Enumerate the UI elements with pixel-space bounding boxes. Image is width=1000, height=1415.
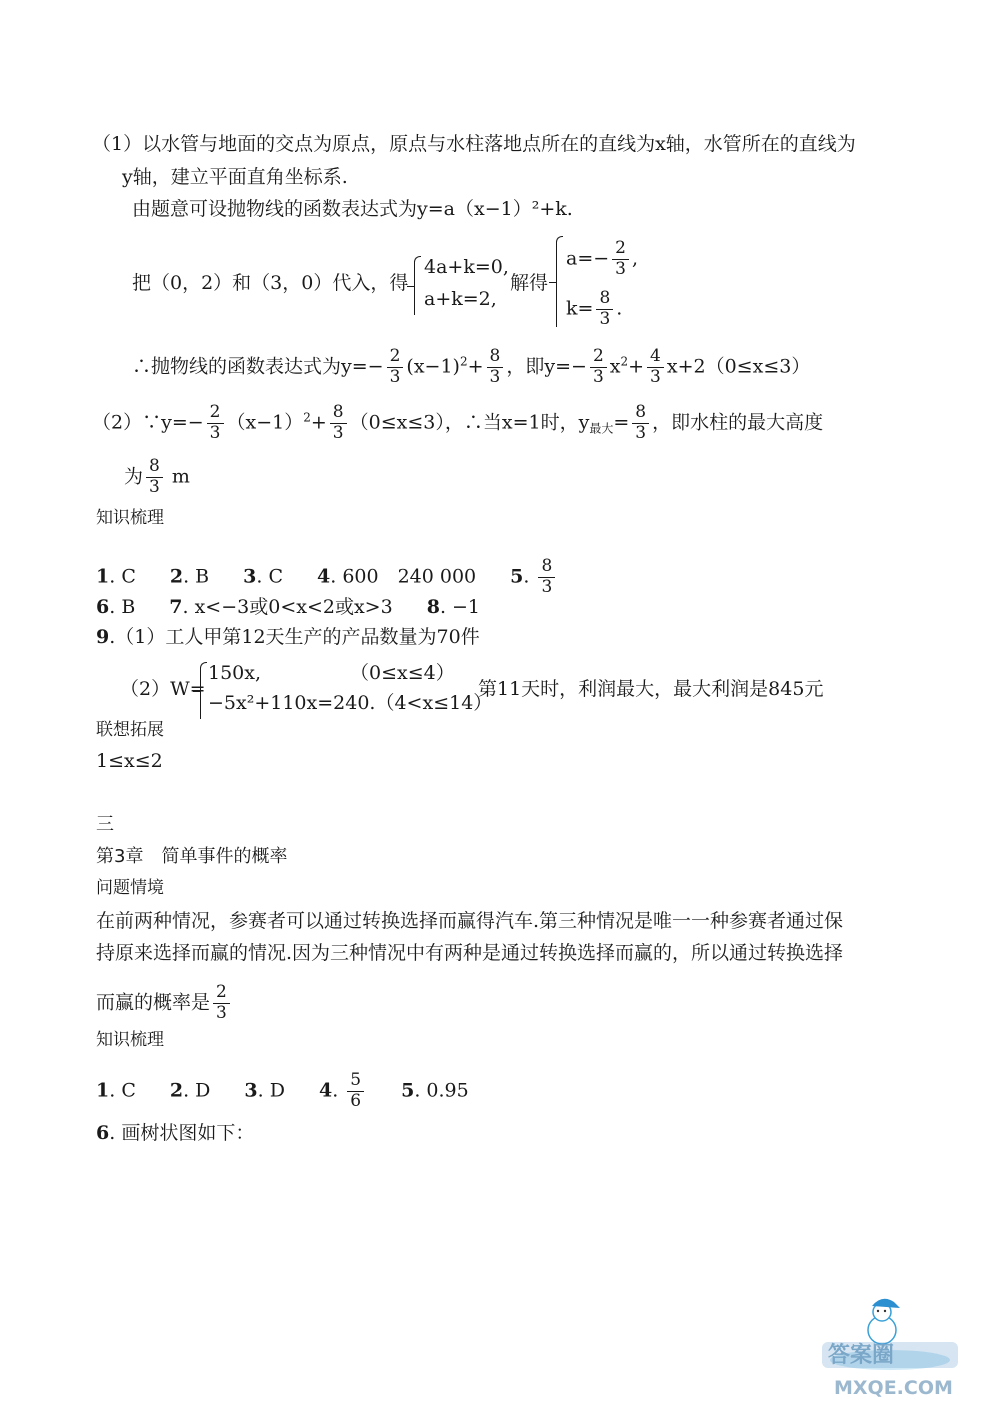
problem-line-3: 而赢的概率是 $\frac{2}{3}$ <box>96 984 233 1023</box>
piecewise-1-cond: （0≤x≤4） <box>350 662 455 684</box>
chapter-title: 第3章 简单事件的概率 <box>96 846 288 867</box>
line-p2-cont: 为 $\frac{8}{3}$ m <box>124 456 190 497</box>
section-title-knowledge-2: 知识梳理 <box>96 1030 164 1050</box>
line-p1-4b: 解得 <box>510 272 549 294</box>
problem-line-1: 在前两种情况，参赛者可以通过转换选择而赢得汽车.第三种情况是唯一一种参赛者通过保 <box>96 910 844 932</box>
line-p1-5: ∴抛物线的函数表达式为y=− $\frac{2}{3}$ $(x-1)^2+$ $\frac{8}{3}$ ，即y=− $\frac{2}{3}$ $x^2+$ $\frac{4}{3}$ x+2（0≤x≤3） <box>132 346 811 387</box>
answer-9-1: 9.（1）工人甲第12天生产的产品数量为70件 <box>96 626 480 648</box>
section-title-knowledge-1: 知识梳理 <box>96 508 164 528</box>
line-p2: （2）∵y=− $\frac{2}{3}$ $(x-1)^2+$ $\frac{8}{3}$ （0≤x≤3），∴当x=1时，$y_{最大}=$ $\frac{8}{3}$ ，即水柱的最大高度 <box>92 402 824 443</box>
system-brace-1 <box>414 256 421 315</box>
system-brace-2 <box>556 236 563 327</box>
watermark-logo <box>822 1292 982 1402</box>
section-title-problem: 问题情境 <box>96 878 164 898</box>
svg-text:MXQE.COM: MXQE.COM <box>834 1377 953 1399</box>
answer-6: 6. 画树状图如下： <box>96 1122 255 1144</box>
system1-eq1: 4a+k=0, <box>424 256 509 278</box>
piecewise-2: −5x²+110x=240.（4<x≤14） <box>208 692 493 714</box>
answer-9-2-result: 第11天时，利润最大，最大利润是845元 <box>478 678 824 700</box>
system2-eq1: a=− $\frac{2}{3}$ , <box>566 238 639 279</box>
line-p1-4a: 把（0，2）和（3，0）代入，得 <box>132 272 409 294</box>
answers-row-1: 1. C 2. B 3. C 4. 600 240 000 5. $\frac{8}{3}$ <box>96 558 558 597</box>
answers-row-3: 1. C 2. D 3. D 4. $\frac{5}{6}$ 5. 0.95 <box>96 1070 469 1111</box>
piecewise-1: 150x, <box>208 662 262 684</box>
fraction-2-3: $\frac{2}{3}$ <box>612 240 629 279</box>
part-number: 三 <box>96 814 114 835</box>
svg-text:答案圈: 答案圈 <box>828 1343 895 1368</box>
fraction-8-3: $\frac{8}{3}$ <box>596 290 613 329</box>
system1-eq2: a+k=2, <box>424 288 497 310</box>
system2-eq2: k= $\frac{8}{3}$ . <box>566 288 623 329</box>
line-p1-3: 由题意可设抛物线的函数表达式为y=a（x−1）²+k. <box>132 198 573 220</box>
problem-line-2: 持原来选择而赢的情况.因为三种情况中有两种是通过转换选择而赢的，所以通过转换选择 <box>96 942 844 964</box>
line-p1-2: y轴，建立平面直角坐标系. <box>122 166 348 188</box>
snowman-icon <box>822 1292 982 1402</box>
answers-row-2: 6. B 7. x<−3或0<x<2或x>3 8. −1 <box>96 596 481 618</box>
extension-answer: 1≤x≤2 <box>96 750 163 772</box>
piecewise-brace <box>200 662 207 719</box>
section-title-extension: 联想拓展 <box>96 720 164 740</box>
line-p1-1: （1）以水管与地面的交点为原点，原点与水柱落地点所在的直线为x轴，水管所在的直线为 <box>92 133 856 155</box>
answer-9-2-label: （2）W= <box>120 678 206 700</box>
